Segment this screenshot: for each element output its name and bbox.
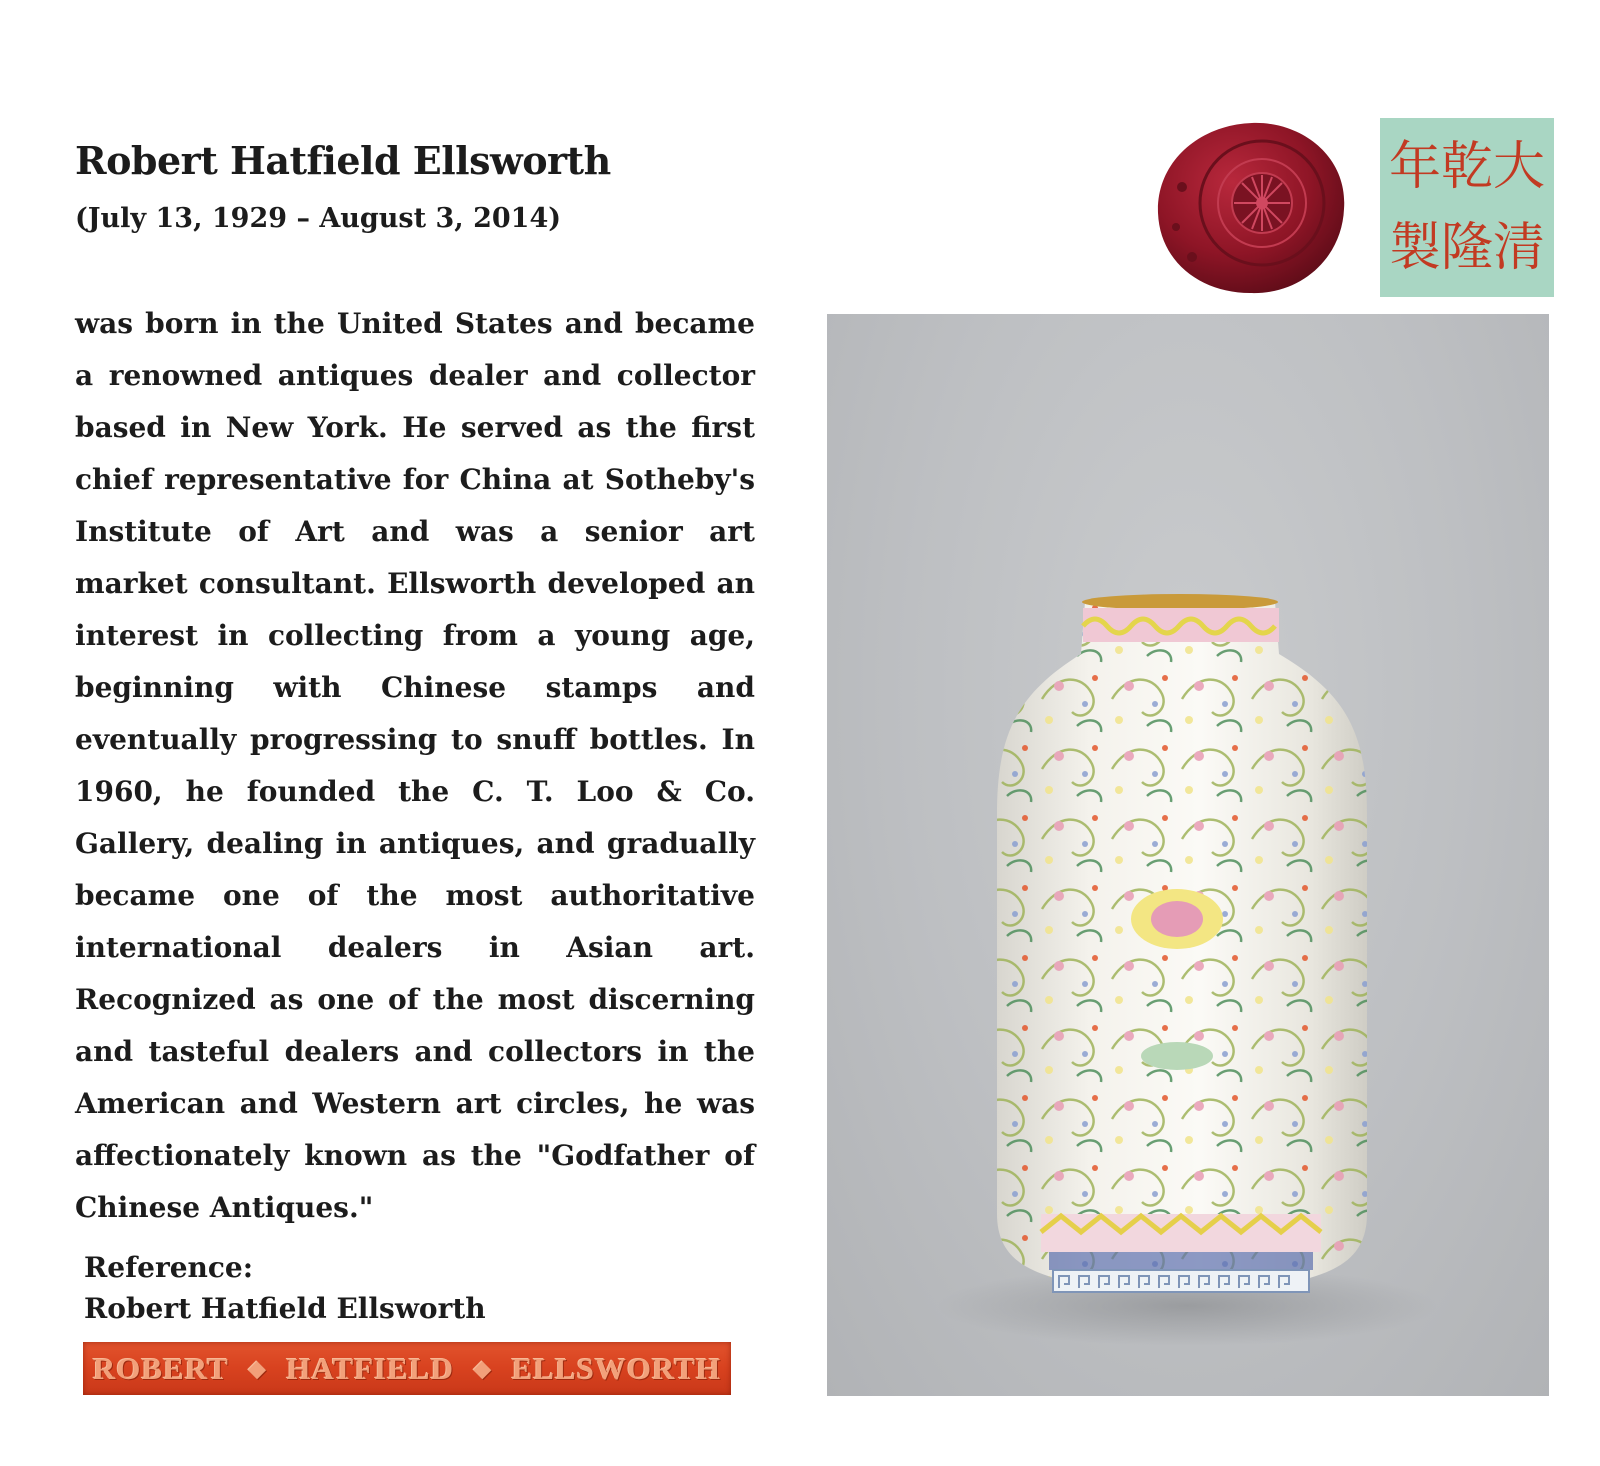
reference-name: Robert Hatfield Ellsworth [84, 1292, 486, 1325]
stamp-separator-icon: ◆ [248, 1355, 267, 1381]
reign-char: 乾 [1440, 137, 1493, 198]
stamp-word: ELLSWORTH [511, 1350, 722, 1386]
stamp-word: HATFIELD [286, 1350, 454, 1386]
wax-seal-image [1152, 117, 1352, 299]
reign-char: 清 [1492, 217, 1545, 278]
reign-mark-seal [1380, 118, 1554, 297]
biography-text: was born in the United States and became a renowned antiques dealer and collector based in New York. He served as the first chief representative for China at Sotheby's Institute of Art and was a senior art market consultant. Ellsworth developed an interest in collecting from a young age, beginning with Chinese stamps and eventually progressing to snuff bottles. In 1960, he founded the C. T. Loo & Co. Gallery, dealing in antiques, and gradually became one of the most authoritative international dealers in Asian art. Recognized as one of the most discerning and tasteful dealers and collectors in the American and Western art circles, he was affectionately known as the "Godfather of Chinese Antiques." [75, 307, 755, 1224]
reference-block [84, 1247, 584, 1329]
reign-char: 年 [1388, 137, 1441, 198]
stamp-word: ROBERT [92, 1350, 229, 1386]
reign-char: 隆 [1440, 217, 1493, 278]
ellsworth-stamp [83, 1342, 731, 1395]
reign-char: 大 [1492, 137, 1545, 198]
reign-char: 製 [1388, 217, 1441, 278]
page-title: Robert Hatfield Ellsworth [75, 138, 611, 183]
reference-label: Reference: [84, 1251, 254, 1284]
stamp-separator-icon: ◆ [473, 1355, 492, 1381]
vase-photo [827, 314, 1549, 1396]
life-dates: (July 13, 1929 – August 3, 2014) [75, 203, 562, 234]
